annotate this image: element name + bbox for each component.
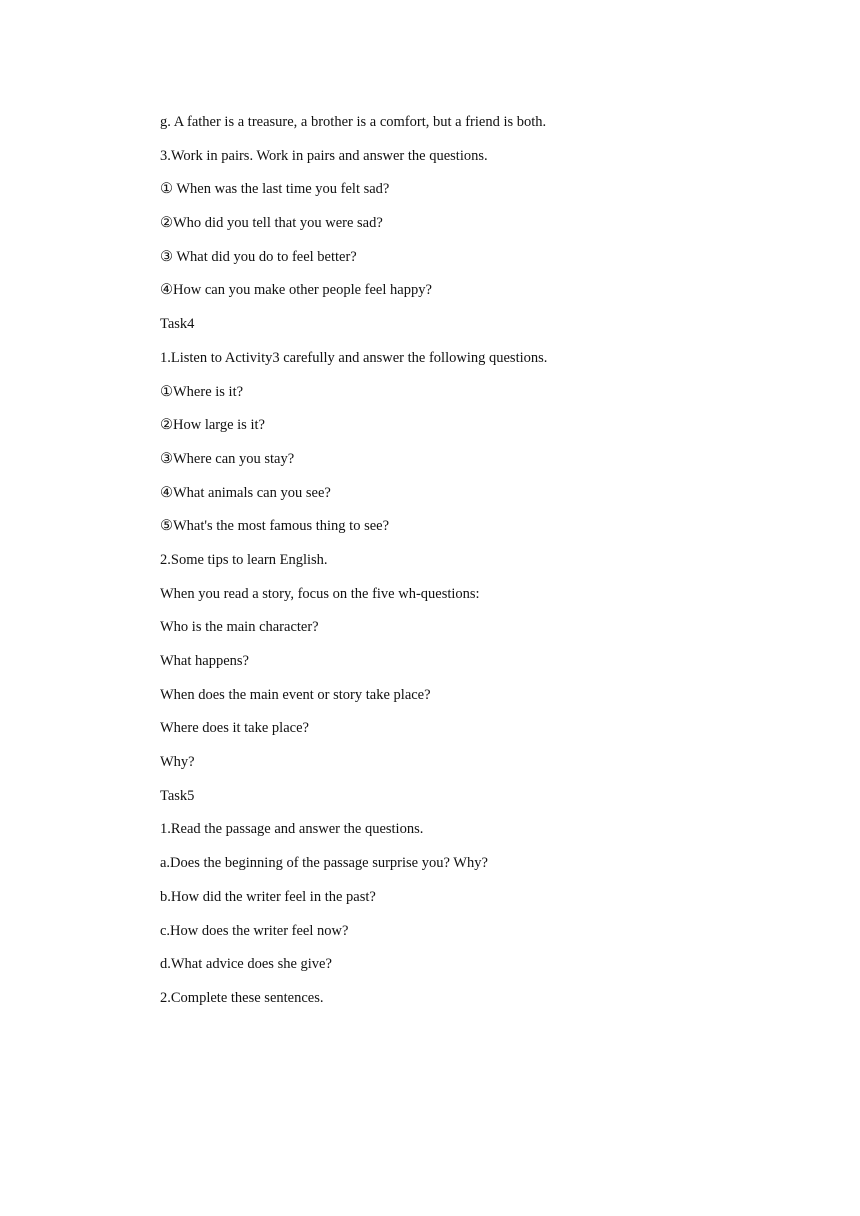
question-item: ③ What did you do to feel better? xyxy=(160,248,357,265)
question-item: ④How can you make other people feel happy? xyxy=(160,282,432,299)
wh-question: Why? xyxy=(160,754,195,771)
instruction-listen: 1.Listen to Activity3 carefully and answer the following questions. xyxy=(160,349,548,366)
section-heading-task5: Task5 xyxy=(160,787,195,804)
wh-question: Who is the main character? xyxy=(160,619,319,636)
section-heading-task4: Task4 xyxy=(160,316,195,333)
question-item: ②Who did you tell that you were sad? xyxy=(160,215,383,232)
instruction-read: 1.Read the passage and answer the questions. xyxy=(160,821,424,838)
tip-text: When you read a story, focus on the five wh-questions: xyxy=(160,585,480,602)
question-item: ① When was the last time you felt sad? xyxy=(160,181,390,198)
wh-question: When does the main event or story take place? xyxy=(160,686,431,703)
question-item: ④What animals can you see? xyxy=(160,484,331,501)
question-item: ⑤What's the most famous thing to see? xyxy=(160,518,390,535)
question-item: ①Where is it? xyxy=(160,383,244,400)
question-item: ②How large is it? xyxy=(160,417,265,434)
question-item: c.How does the writer feel now? xyxy=(160,922,349,939)
wh-question: Where does it take place? xyxy=(160,720,309,737)
question-item: ③Where can you stay? xyxy=(160,450,295,467)
instruction-complete: 2.Complete these sentences. xyxy=(160,989,324,1006)
proverb-g: g. A father is a treasure, a brother is a comfort, but a friend is both. xyxy=(160,114,547,130)
question-item: a.Does the beginning of the passage surprise you? Why? xyxy=(160,855,488,872)
instruction-work-in-pairs: 3.Work in pairs. Work in pairs and answer the questions. xyxy=(160,147,488,164)
document-body xyxy=(160,112,780,1022)
question-item: b.How did the writer feel in the past? xyxy=(160,888,376,905)
question-item: d.What advice does she give? xyxy=(160,956,332,973)
wh-question: What happens? xyxy=(160,653,249,669)
instruction-tips: 2.Some tips to learn English. xyxy=(160,551,328,568)
